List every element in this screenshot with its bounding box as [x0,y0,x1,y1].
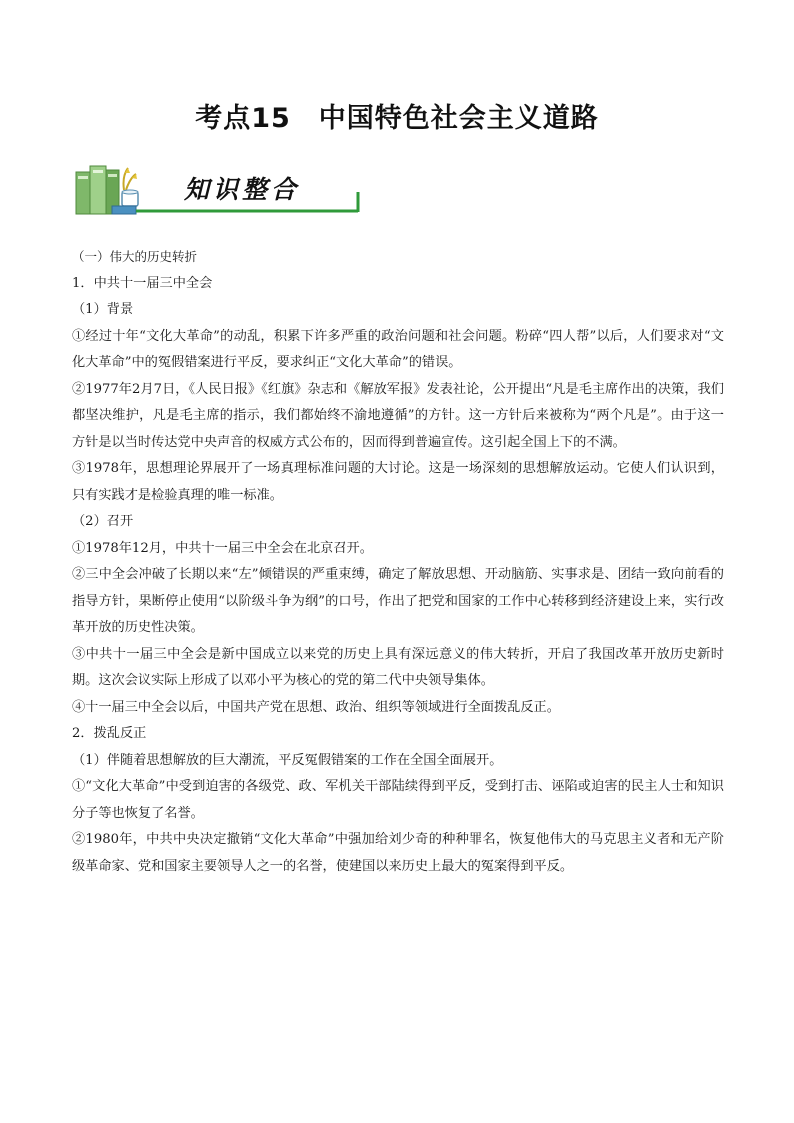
paragraph: ②1977年2月7日，《人民日报》《红旗》杂志和《解放军报》发表社论，公开提出“凡是毛主席作出的决策，我们都坚决维护，凡是毛主席的指示，我们都始终不渝地遵循”的方针。这一方针后来被称为“两个凡是”。由于这一方针是以当时传达党中央声音的权威方式公布的，因而得到普遍宣传。这引起全国上下的不满。 [72,381,724,450]
banner-label: 知识整合 [184,175,301,204]
document-body [72,244,724,880]
paragraph: ①1978年12月，中共十一届三中全会在北京召开。 [72,540,373,556]
paragraph: ④十一届三中全会以后，中国共产党在思想、政治、组织等领域进行全面拨乱反正。 [72,699,560,715]
subheading-rehabilitation: （1）伴随着思想解放的巨大潮流，平反冤假错案的工作在全国全面展开。 [72,752,503,768]
heading-1: 1．中共十一届三中全会 [72,275,213,291]
paragraph: ①“文化大革命”中受到迫害的各级党、政、军机关干部陆续得到平反，受到打击、诬陷或迫害的民主人士和知识分子等也恢复了名誉。 [72,779,724,821]
heading-2: 2．拨乱反正 [72,726,147,741]
paragraph: ①经过十年“文化大革命”的动乱，积累下许多严重的政治问题和社会问题。粉碎“四人帮”以后，人们要求对“文化大革命”中的冤假错案进行平反，要求纠正“文化大革命”的错误。 [72,328,724,370]
paragraph: ③1978年，思想理论界展开了一场真理标准问题的大讨论。这是一场深刻的思想解放运动。它使人们认识到，只有实践才是检验真理的唯一标准。 [72,461,724,503]
paragraph: ③中共十一届三中全会是新中国成立以来党的历史上具有深远意义的伟大转折，开启了我国改革开放历史新时期。这次会议实际上形成了以邓小平为核心的党的第二代中央领导集体。 [72,646,724,688]
paragraph: ②三中全会冲破了长期以来“左”倾错误的严重束缚，确定了解放思想、开动脑筋、实事求是、团结一致向前看的指导方针，果断停止使用“以阶级斗争为纲”的口号，作出了把党和国家的工作中心转移到经济建设上来，实行改革开放的历史性决策。 [72,567,724,635]
subheading-background: （1）背景 [72,302,134,317]
page-title: 考点15 中国特色社会主义道路 [195,103,599,134]
section-heading: （一）伟大的历史转折 [72,249,198,264]
section-banner [72,162,362,220]
subheading-convening: （2）召开 [72,514,134,529]
paragraph: ②1980年，中共中央决定撤销“文化大革命”中强加给刘少奇的种种罪名，恢复他伟大的马克思主义者和无产阶级革命家、党和国家主要领导人之一的名誉，使建国以来历史上最大的冤案得到平反。 [72,832,724,874]
